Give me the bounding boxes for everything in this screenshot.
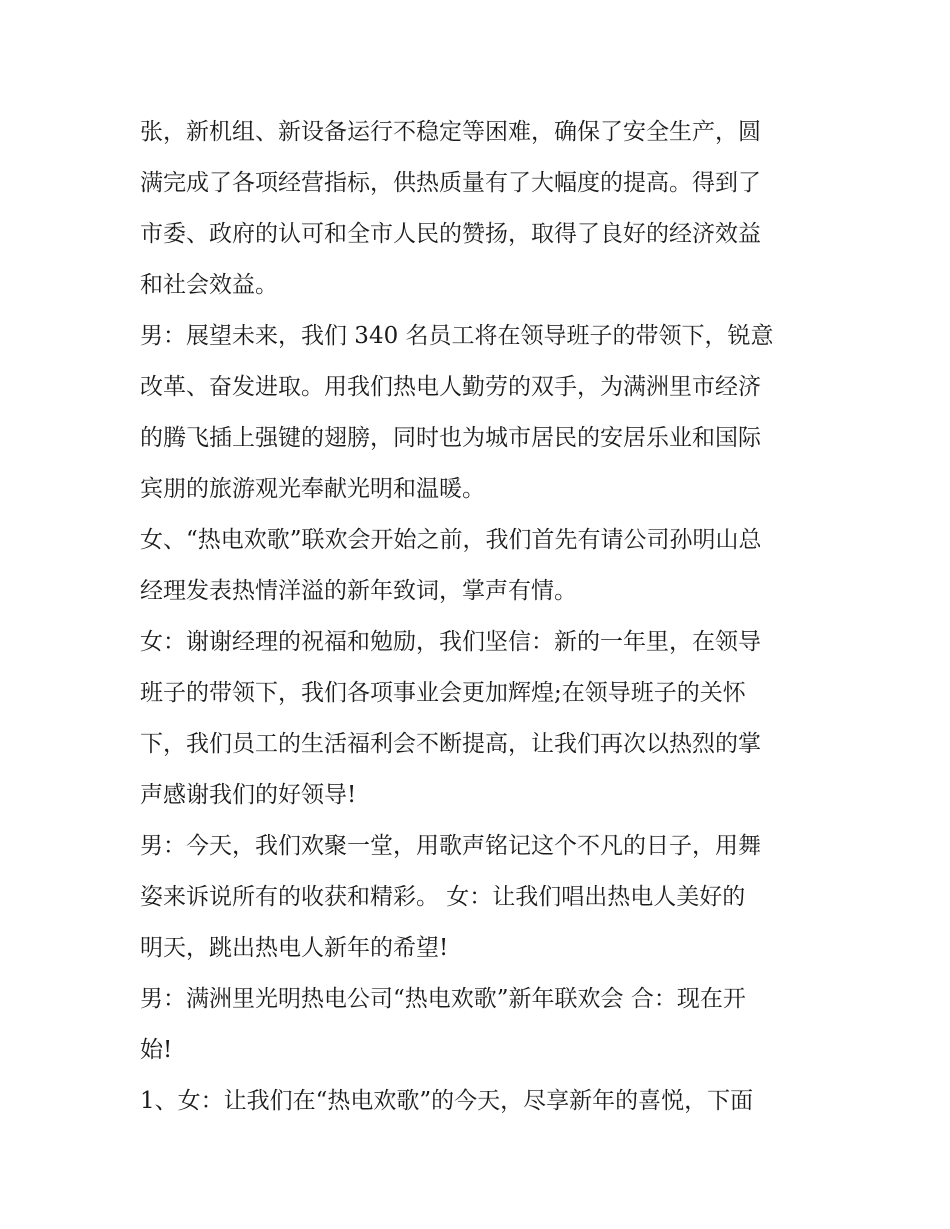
text-line: 声感谢我们的好领导! xyxy=(140,782,357,808)
text-line: 和社会效益。 xyxy=(140,272,278,298)
text-line: 下，我们员工的生活福利会不断提高，让我们再次以热烈的掌 xyxy=(140,731,761,757)
text-line: 张，新机组、新设备运行不稳定等困难，确保了安全生产，圆 xyxy=(140,119,761,145)
text-line: 改革、奋发进取。用我们热电人勤劳的双手，为满洲里市经济 xyxy=(140,374,761,400)
document-body xyxy=(140,107,820,1127)
text-line: 班子的带领下，我们各项事业会更加辉煌;在领导班子的关怀 xyxy=(140,680,746,706)
text-line: 经理发表热情洋溢的新年致词，掌声有情。 xyxy=(140,578,577,604)
text-line: 始! xyxy=(140,1037,173,1063)
text-line: 的腾飞插上强键的翅膀，同时也为城市居民的安居乐业和国际 xyxy=(140,425,761,451)
text-line: 女：谢谢经理的祝福和勉励，我们坚信：新的一年里，在领导 xyxy=(140,629,761,655)
text-line: 宾朋的旅游观光奉献光明和温暖。 xyxy=(140,476,485,502)
text-line: 满完成了各项经营指标，供热质量有了大幅度的提高。得到了 xyxy=(140,170,761,196)
text-line: 明天，跳出热电人新年的希望! xyxy=(140,935,449,961)
text-line: 市委、政府的认可和全市人民的赞扬，取得了良好的经济效益 xyxy=(140,221,761,247)
text-line: 姿来诉说所有的收获和精彩。 女：让我们唱出热电人美好的 xyxy=(140,884,746,910)
text-line: 1、女：让我们在“热电欢歌”的今天，尽享新年的喜悦，下面 xyxy=(140,1088,754,1114)
text-line: 女、“热电欢歌”联欢会开始之前，我们首先有请公司孙明山总 xyxy=(140,527,762,553)
text-line: 男：今天，我们欢聚一堂，用歌声铭记这个不凡的日子，用舞 xyxy=(140,833,761,859)
text-line: 男：满洲里光明热电公司“热电欢歌”新年联欢会 合：现在开 xyxy=(140,986,746,1012)
text-line: 男：展望未来，我们 340 名员工将在领导班子的带领下，锐意 xyxy=(140,323,774,349)
